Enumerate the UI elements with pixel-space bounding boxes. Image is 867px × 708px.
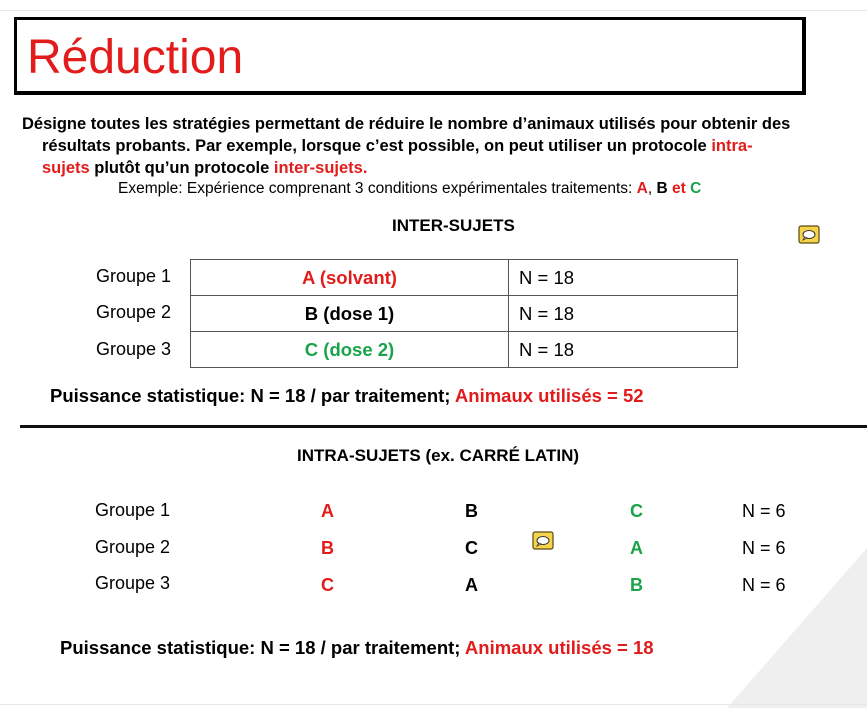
intra-cell: B (630, 575, 643, 595)
n-cell: N = 18 (509, 296, 738, 332)
comment-icon[interactable] (532, 531, 552, 548)
n-cell: N = 18 (509, 332, 738, 368)
description (22, 113, 864, 179)
n-cell: N = 18 (509, 260, 738, 296)
bottom-border (0, 704, 867, 705)
treatment-cell: C (dose 2) (191, 332, 509, 368)
description-line-2: résultats probants. Par exemple, lorsque c’est possible, on peut utiliser un protocole intra- (42, 137, 753, 155)
inter-sujets-title: INTER-SUJETS (392, 216, 515, 235)
example-line: Exemple: Expérience comprenant 3 conditions expérimentales traitements: A, B et C (118, 180, 702, 197)
description-line-1: Désigne toutes les stratégies permettant de réduire le nombre d’animaux utilisés pour obtenir des (22, 115, 791, 133)
intra-n-value: N = 6 (742, 501, 786, 521)
background-shape (727, 548, 867, 708)
intra-n-value: N = 6 (742, 575, 786, 595)
inter-puissance: Puissance statistique: N = 18 / par traitement; Animaux utilisés = 52 (50, 385, 644, 406)
inter-group-1-label: Groupe 1 (96, 266, 172, 286)
intra-group-2-label: Groupe 2 (95, 537, 171, 557)
intra-cell: B (321, 538, 334, 558)
table-row (191, 296, 738, 332)
intra-group-1-label: Groupe 1 (95, 500, 171, 520)
intra-cell: A (321, 501, 334, 521)
table-row (191, 332, 738, 368)
inter-group-2-label: Groupe 2 (96, 302, 172, 322)
intra-n-value: N = 6 (742, 538, 786, 558)
intra-cell: C (465, 538, 478, 558)
title-box (14, 17, 806, 95)
intra-cell: A (465, 575, 478, 595)
intra-group-3-label: Groupe 3 (95, 573, 171, 593)
top-border (0, 10, 867, 11)
inter-sujets-table (190, 259, 738, 368)
treatment-cell: A (solvant) (191, 260, 509, 296)
description-line-3: sujets plutôt qu’un protocole inter-sujets. (42, 159, 368, 177)
intra-cell: C (321, 575, 334, 595)
table-row (191, 260, 738, 296)
intra-cell: A (630, 538, 643, 558)
intra-sujets-title: INTRA-SUJETS (ex. CARRÉ LATIN) (297, 446, 580, 465)
treatment-cell: B (dose 1) (191, 296, 509, 332)
slide-title: Réduction (27, 31, 244, 84)
intra-cell: C (630, 501, 643, 521)
section-divider (20, 425, 867, 428)
comment-icon[interactable] (798, 225, 818, 242)
inter-group-3-label: Groupe 3 (96, 339, 172, 359)
intra-puissance: Puissance statistique: N = 18 / par traitement; Animaux utilisés = 18 (60, 637, 654, 658)
intra-cell: B (465, 501, 478, 521)
